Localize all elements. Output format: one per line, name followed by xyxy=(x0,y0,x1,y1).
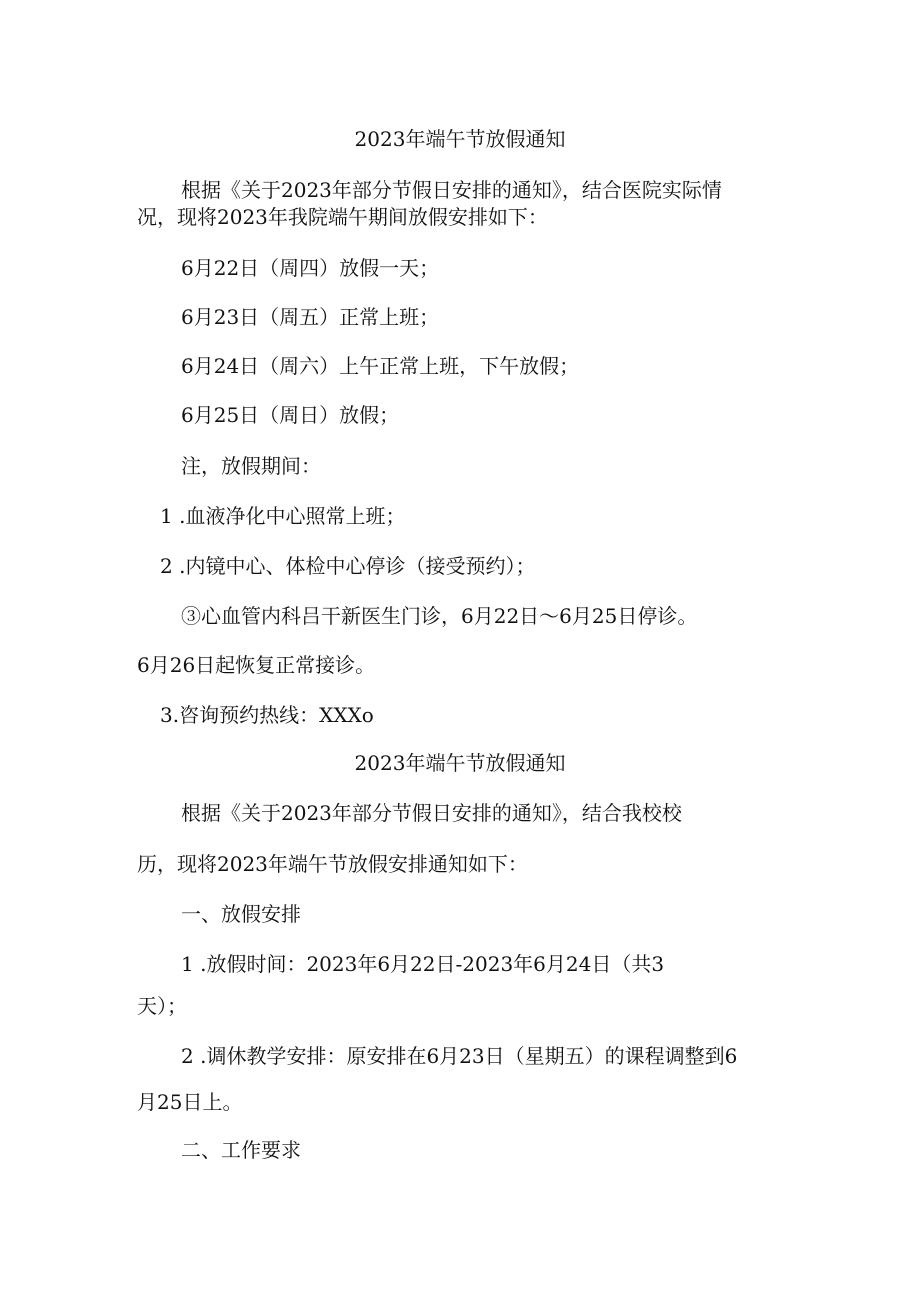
notice2-item1-line2: 天）； xyxy=(137,994,187,1018)
notice1-note-item-4: 6月26日起恢复正常接诊。 xyxy=(137,653,376,677)
notice1-title: 2023年端午节放假通知 xyxy=(354,127,566,151)
notice2-item2-line2: 月25日上。 xyxy=(137,1090,243,1114)
notice1-schedule-item-3: 6月24日（周六）上午正常上班，下午放假； xyxy=(181,354,580,378)
notice2-intro-line1: 根据《关于2023年部分节假日安排的通知》，结合我校校 xyxy=(181,801,682,825)
notice1-note-heading: 注，放假期间： xyxy=(181,454,321,478)
notice2-title: 2023年端午节放假通知 xyxy=(354,751,566,775)
notice2-item1-line1: 1 .放假时间：2023年6月22日-2023年6月24日（共3 xyxy=(181,952,665,976)
notice2-intro-line2: 历，现将2023年端午节放假安排通知如下： xyxy=(137,852,528,876)
notice1-intro-line1: 根据《关于2023年部分节假日安排的通知》，结合医院实际情 xyxy=(181,178,722,202)
notice1-schedule-item-2: 6月23日（周五）正常上班； xyxy=(181,305,440,329)
notice1-note-item-5: 3.咨询预约热线：XXXo xyxy=(160,703,374,727)
notice1-schedule-item-4: 6月25日（周日）放假； xyxy=(181,403,400,427)
notice2-section1-heading: 一、放假安排 xyxy=(181,902,301,926)
notice1-intro-line2: 况，现将2023年我院端午期间放假安排如下： xyxy=(137,205,548,229)
notice2-section2-heading: 二、工作要求 xyxy=(181,1138,301,1162)
notice1-note-item-1: 1 .血液净化中心照常上班； xyxy=(160,504,406,528)
notice2-item2-line1: 2 .调休教学安排：原安排在6月23日（星期五）的课程调整到6 xyxy=(181,1044,738,1068)
notice1-note-item-2: 2 .内镜中心、体检中心停诊（接受预约）； xyxy=(160,554,536,578)
notice1-note-item-3: ③心血管内科吕干新医生门诊，6月22日～6月25日停诊。 xyxy=(181,604,698,628)
notice1-schedule-item-1: 6月22日（周四）放假一天； xyxy=(181,256,440,280)
